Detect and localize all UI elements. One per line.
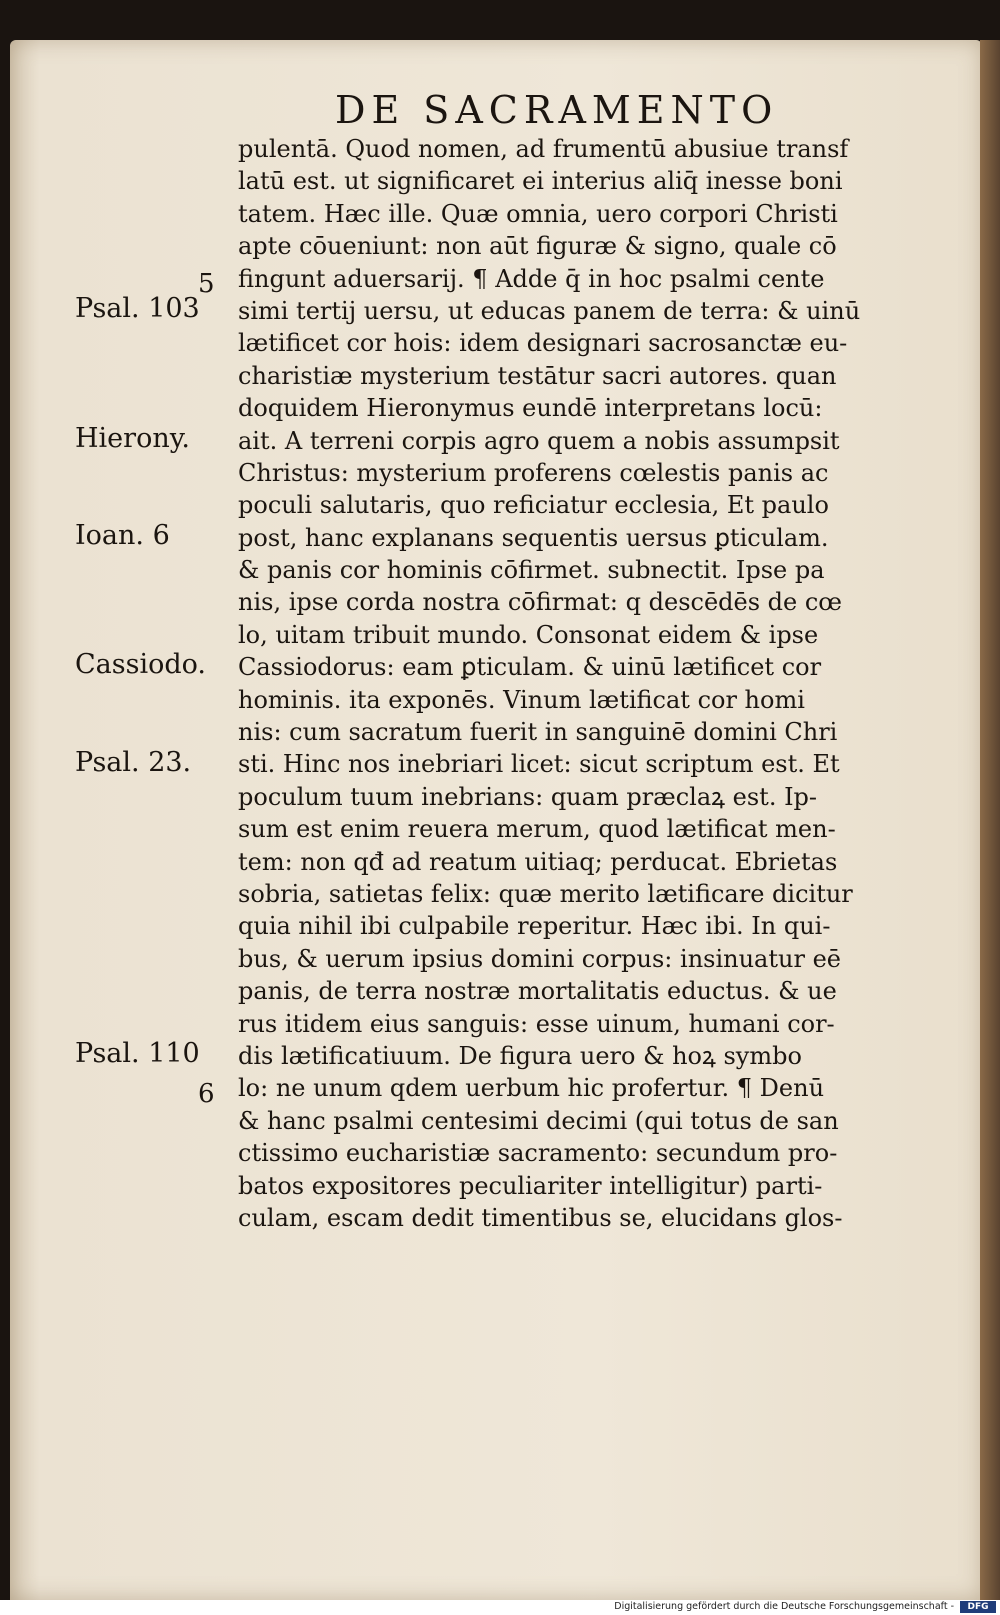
margin-note: Psal. 23.: [75, 746, 192, 778]
text-line: apte cōueniunt: non aūt figuræ & signo, quale cō: [238, 232, 837, 261]
text-line: bus, & uerum ipsius domini corpus: insinuatur eē: [238, 944, 841, 973]
margin-note: Ioan. 6: [75, 519, 170, 551]
book-edge: [980, 40, 1000, 1600]
footer: [0, 1600, 1000, 1615]
text-line: simi tertij uersu, ut educas panem de terra: & uinū: [238, 296, 861, 325]
text-line: latū est. ut significaret ei interius aliq̄ inesse boni: [238, 167, 843, 196]
text-line: doquidem Hieronymus eundē interpretans locū:: [238, 394, 823, 423]
text-line: lo, uitam tribuit mundo. Consonat eidem & ipse: [238, 620, 819, 649]
body-text: [238, 133, 918, 1234]
text-line: poculum tuum inebrians: quam præclaꝝ est. Ip-: [238, 782, 818, 811]
text-line: hominis. ita exponēs. Vinum lætificat cor homi: [238, 685, 805, 714]
text-line: lætificet cor hois: idem designari sacrosanctæ eu-: [238, 329, 848, 358]
text-line: rus itidem eius sanguis: esse uinum, humani cor-: [238, 1009, 835, 1038]
text-line: tatem. Hæc ille. Quæ omnia, uero corpori Christi: [238, 199, 838, 228]
text-line: ait. A terreni corpis agro quem a nobis assumpsit: [238, 426, 840, 455]
text-line: & panis cor hominis cōfirmet. subnectit. Ipse pa: [238, 556, 825, 585]
text-line: Christus: mysterium proferens cœlestis panis ac: [238, 458, 829, 487]
margin-note: Hierony.: [75, 422, 190, 454]
dfg-logo[interactable]: DFG: [960, 1601, 996, 1613]
text-line: nis, ipse corda nostra cōfirmat: q descēdēs de cœ: [238, 588, 843, 617]
text-line: tem: non qđ ad reatum uitiaq; perducat. Ebrietas: [238, 847, 838, 876]
text-line: post, hanc explanans sequentis uersus ꝑticulam.: [238, 523, 829, 552]
text-line: sum est enim reuera merum, quod lætificat men-: [238, 815, 836, 844]
signature-marker: 6: [198, 1078, 215, 1109]
text-line: pulentā. Quod nomen, ad frumentū abusiue transf: [238, 135, 849, 163]
margin-note: Psal. 110: [75, 1038, 200, 1070]
margin-note: Psal. 103: [75, 293, 200, 324]
text-line: quia nihil ibi culpabile reperitur. Hæc ibi. In qui-: [238, 912, 831, 941]
text-line: poculi salutaris, quo reficiatur ecclesia, Et paulo: [238, 491, 829, 520]
text-line: charistiæ mysterium testātur sacri autores. quan: [238, 361, 837, 390]
text-line: nis: cum sacratum fuerit in sanguinē domini Chri: [238, 718, 838, 747]
text-line: sobria, satietas felix: quæ merito lætificare dicitur: [238, 879, 853, 908]
text-line: & hanc psalmi centesimi decimi (qui totus de san: [238, 1106, 839, 1135]
signature-marker: 5: [198, 268, 215, 299]
text-line: dis lætificatiuum. De figura uero & hoꝝ symbo: [238, 1041, 802, 1070]
text-line: batos expositores peculiariter intelligitur) parti-: [238, 1171, 823, 1200]
text-line: panis, de terra nostræ mortalitatis eductus. & ue: [238, 977, 837, 1006]
footer-credit[interactable]: Digitalisierung gefördert durch die Deutsche Forschungsgemeinschaft -: [614, 1601, 954, 1612]
text-line: ctissimo eucharistiæ sacramento: secundum pro-: [238, 1139, 838, 1168]
text-line: fingunt aduersarij. ¶ Adde q̄ in hoc psalmi cente: [238, 264, 825, 293]
text-line: culam, escam dedit timentibus se, elucidans glos-: [238, 1203, 843, 1232]
margin-note: Cassiodo.: [75, 649, 207, 681]
text-line: sti. Hinc nos inebriari licet: sicut scriptum est. Et: [238, 750, 840, 779]
running-head: DE SACRAMENTO: [335, 88, 779, 132]
text-line: lo: ne unum qdem uerbum hic profertur. ¶ Denū: [238, 1074, 825, 1103]
text-line: Cassiodorus: eam ꝑticulam. & uinū lætificet cor: [238, 653, 822, 682]
